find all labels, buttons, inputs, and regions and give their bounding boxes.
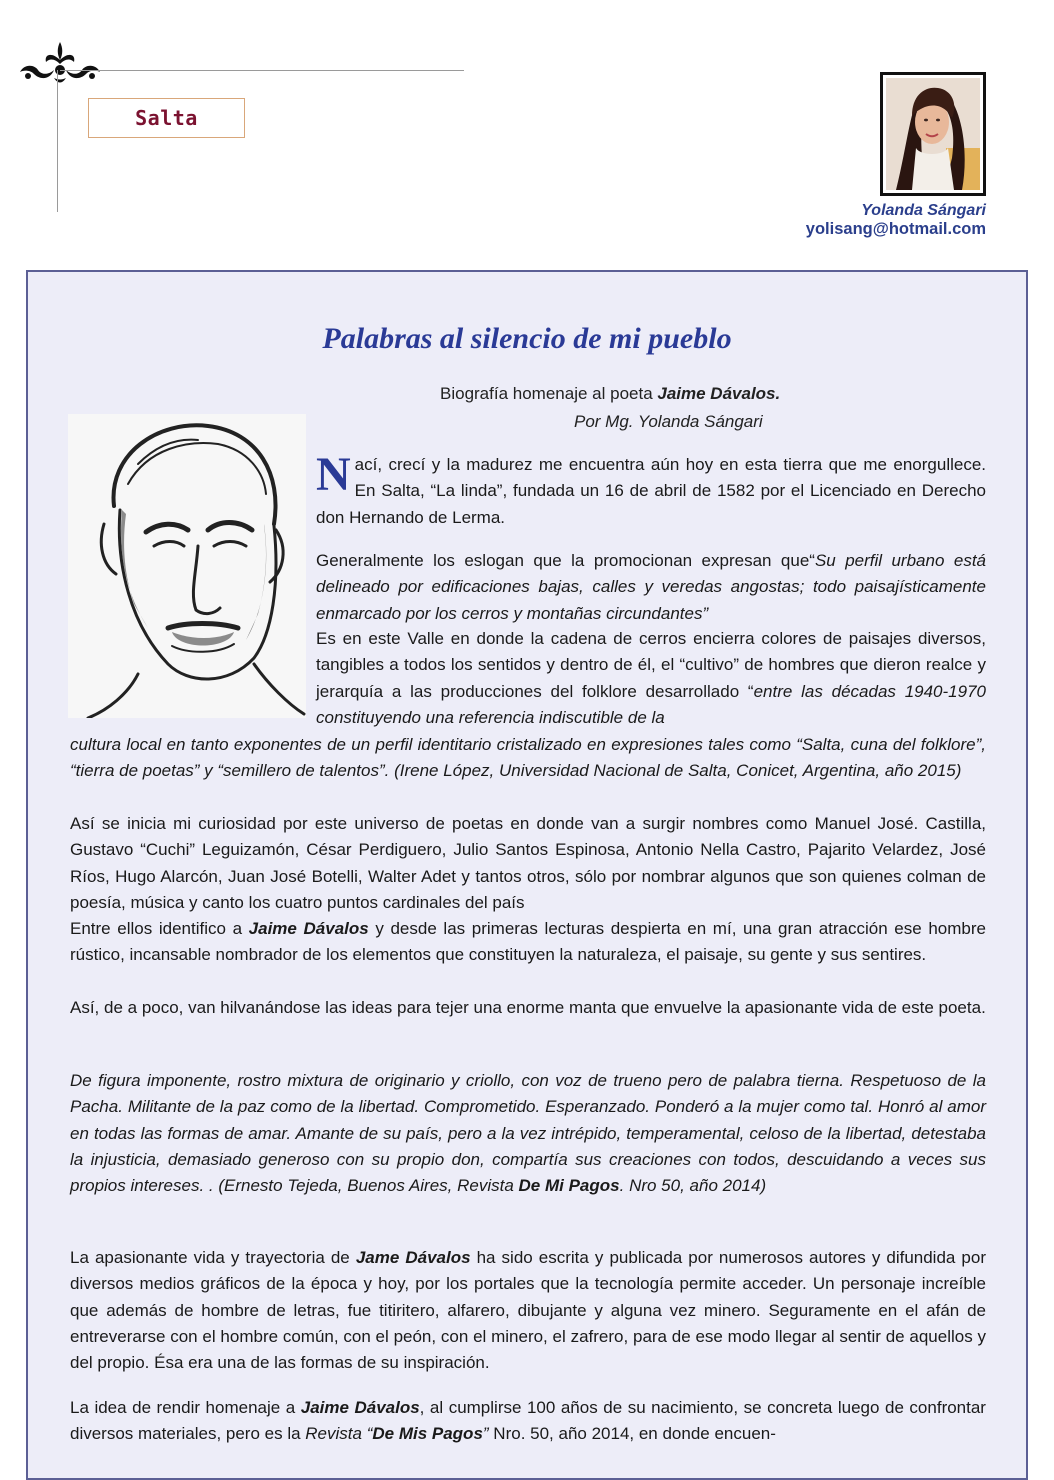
paragraph-3-intro — [316, 626, 986, 731]
paragraph-3-quote-start: entre las décadas 1940-1970 constituyendo una referencia indiscutible de la — [316, 681, 986, 727]
paragraph-2-text: Generalmente los eslogan que la promocionan expresan que“ — [316, 551, 815, 570]
paragraph-8-text-a: La apasionante vida y trayectoria de — [70, 1248, 356, 1267]
header-rule-horizontal — [60, 70, 464, 71]
author-name: Yolanda Sángari — [861, 202, 986, 219]
subtitle-text: Biografía homenaje al poeta — [440, 384, 658, 403]
poet-name: Jaime Dávalos — [248, 919, 369, 938]
article-title: Palabras al silencio de mi pueblo — [322, 322, 732, 355]
paragraph-3-text: Es en este Valle en donde la cadena de cerros encierra colores de paisajes diversos, tangibles a todos los sentidos y dentro de él, el “cultivo” de hombres que dieron realce y jerarquía a las producciones del folklore desarrollado “ — [316, 629, 986, 701]
paragraph-6 — [70, 995, 986, 1021]
magazine-prefix: Revista “ — [305, 1424, 373, 1444]
paragraph-1-text: ací, crecí y la madurez me encuentra aún hoy en esta tierra que me enorgullece. En Salta, “La linda”, fundada un 16 de abril de 1582 por el Licenciado en Derecho don Hernando de Lerma. — [316, 455, 986, 527]
magazine-name: De Mis Pagos — [372, 1424, 483, 1444]
section-label: Salta — [135, 106, 198, 130]
paragraph-8-text-b: ha sido escrita y publicada por numerosos autores y difundida por diversos medios gráficos de la época y hoy, por los portales que la tecnología permite acceder. Un personaje increíble que además de hombre de letras, fue titiritero, alfarero, dibujante y alguna vez minero. Seguramente en el afán de entreverarse con el hombre común, con el peón, con el minero, el zafrero, para de ese modo llegar al sentir de aquellos y del propio. Ésa era una de las formas de su inspiración. — [70, 1248, 986, 1373]
paragraph-7-quote — [70, 1068, 986, 1199]
paragraph-9-text-c: Nro. 50, año 2014, en donde encuen- — [488, 1424, 776, 1444]
paragraph-4-text: Así se inicia mi curiosidad por este universo de poetas en donde van a surgir nombres como Manuel José. Castilla, Gustavo “Cuchi” Leguizamón, César Perdiguero, Julio Santos Espinosa, Antonio Nella Castro, Pajarito Velardez, José Ríos, Hugo Alarcón, Juan José Botelli, Walter Adet y tantos otros, sólo por nombrar algunos que son quienes colman de poesía, música y canto los cuatro puntos cardinales del país — [70, 814, 986, 912]
paragraph-2 — [316, 548, 986, 627]
author-photo — [880, 72, 986, 196]
drop-cap: N — [316, 448, 351, 501]
magazine-name: De Mi Pagos — [518, 1176, 620, 1196]
paragraph-6-text: Así, de a poco, van hilvanándose las ideas para tejer una enorme manta que envuelve la apasionante vida de este poeta. — [70, 998, 986, 1017]
poet-name: Jame Dávalos — [355, 1248, 471, 1267]
paragraph-5-text-a: Entre ellos identifico a — [70, 919, 249, 938]
poet-portrait-image — [68, 414, 306, 718]
paragraph-9 — [70, 1395, 986, 1448]
poet-sketch-icon — [68, 414, 306, 718]
paragraph-7-text: De figura imponente, rostro mixtura de originario y criollo, con voz de trueno pero de palabra tierna. Respetuoso de la Pacha. Militante de la paz como de la libertad. Comprometido. Esperanzado. Ponderó a la mujer como tal. Honró al amor en todas las formas de amar. Amante de su país, pero a la vez intrépido, temperamental, celoso de la libertad, detestaba la injusticia, demasiado generoso con su propio don, compartía sus creaciones con todos, descuidando a veces sus propios intereses. . (Ernesto Tejeda, Buenos Aires, Revista — [70, 1071, 986, 1196]
article-byline: Por Mg. Yolanda Sángari — [574, 412, 763, 431]
paragraph-9-text-b: , al cumplirse 100 años de su nacimiento, se concreta luego de confrontar diversos materiales, pero es la — [70, 1398, 986, 1444]
paragraph-2-quote: Su perfil urbano está delineado por edificaciones bajas, calles y veredas angostas; todo paisajísticamente enmarcado por los cerros y montañas circundantes” — [316, 551, 986, 623]
magazine-suffix: ” — [482, 1424, 489, 1444]
paragraph-8 — [70, 1245, 986, 1376]
paragraph-3-quote-text: cultura local en tanto exponentes de un perfil identitario cristalizado en expresiones tales como “Salta, cuna del folklore”, “tierra de poetas” y “semillero de talentos”. (Irene López, Universidad Nacional de Salta, Conicet, Argentina, año 2015) — [70, 735, 986, 781]
article-subtitle — [440, 384, 780, 404]
poet-name: Jaime Dávalos — [300, 1398, 420, 1417]
paragraph-4 — [70, 811, 986, 916]
author-email-link[interactable]: yolisang@hotmail.com — [805, 220, 986, 238]
paragraph-9-text-a: La idea de rendir homenaje a — [70, 1398, 301, 1417]
paragraph-1 — [316, 448, 986, 531]
paragraph-7-citation: . Nro 50, año 2014) — [619, 1176, 767, 1196]
section-tag — [88, 98, 245, 138]
paragraph-5 — [70, 916, 986, 969]
author-portrait-icon — [886, 78, 980, 190]
subtitle-poet-name: Jaime Dávalos. — [657, 384, 781, 403]
header-rule-vertical — [57, 70, 58, 212]
paragraph-5-text-b: y desde las primeras lecturas despierta en mí, una gran atracción ese hombre rústico, incansable nombrador de los elementos que constituyen la naturaleza, el paisaje, su gente y sus sentires. — [70, 919, 986, 965]
paragraph-3-quote — [70, 732, 986, 785]
